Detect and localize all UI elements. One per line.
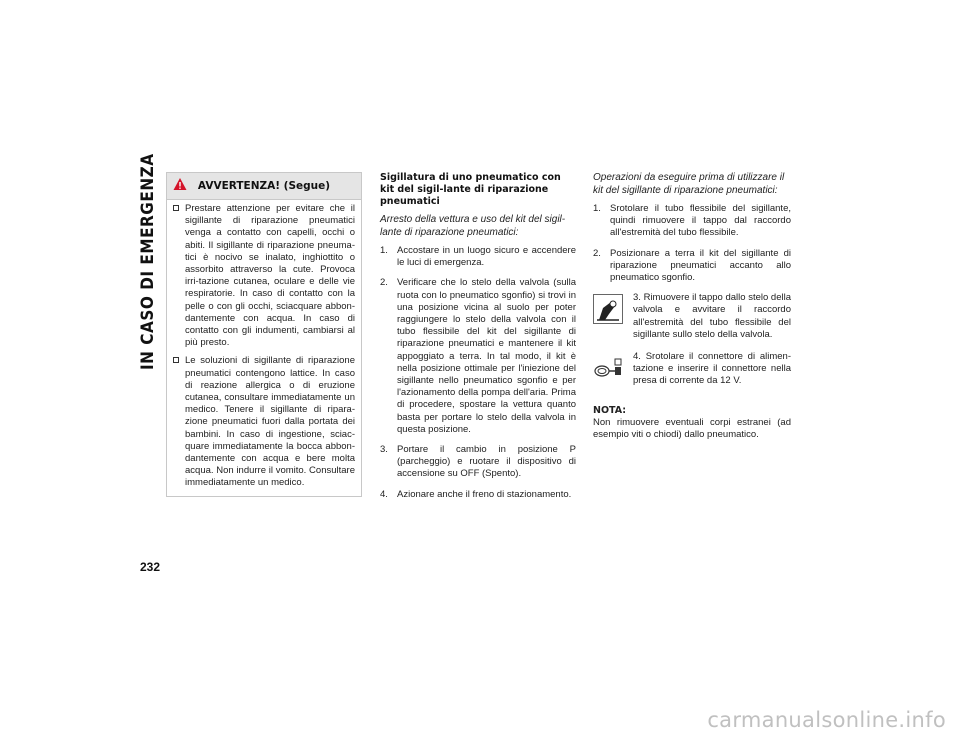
section-subheading: Arresto della vettura e uso del kit del sigil-lante di riparazione pneumatici: bbox=[380, 214, 566, 238]
middle-column bbox=[380, 172, 576, 509]
power-connector-icon bbox=[593, 353, 623, 383]
right-steps-list bbox=[593, 203, 791, 284]
middle-steps-list bbox=[380, 245, 576, 501]
warning-header bbox=[167, 173, 361, 200]
section-side-title: IN CASO DI EMERGENZA bbox=[138, 153, 158, 370]
list-item: 3. Portare il cambio in posizione P (parcheggio) e ruotare il dispositivo di accensione su OFF (Spento). bbox=[380, 444, 576, 480]
list-item: 1. Accostare in un luogo sicuro e accendere le luci di emergenza. bbox=[380, 245, 576, 269]
bullet-square-icon bbox=[173, 357, 179, 363]
image-step bbox=[593, 351, 791, 395]
warning-bullet-text: Le soluzioni di sigillante di riparazione pneumatici contengono lattice. In caso di reazione allergica o di eruzione cutanea, consultare immediatamente un medico. Tenere il sigillante di ripara-zione pneumatici fuori dalla portata dei bambini. In caso di ingestione, sciac-quare immediatamente la bocca abbon-dantemente con acqua e bere molta acqua. Non indurre il vomito. Consultare immediatamente un medico. bbox=[185, 355, 355, 489]
image-step-text: 4. Srotolare il connettore di alimen-tazione e inserire il connettore nella presa di corrente da 12 V. bbox=[633, 351, 791, 387]
warning-bullet bbox=[173, 203, 355, 349]
bullet-square-icon bbox=[173, 205, 179, 211]
warning-box bbox=[166, 172, 362, 497]
right-subheading: Operazioni da eseguire prima di utilizzare il kit del sigillante di riparazione pneumatici: bbox=[593, 172, 785, 196]
image-step bbox=[593, 292, 791, 341]
image-step-text: 3. Rimuovere il tappo dallo stelo della valvola e avvitare il raccordo all'estremità del tubo flessibile del sigillante sullo stelo della valvola. bbox=[633, 292, 791, 340]
watermark: carmanualsonline.info bbox=[707, 708, 946, 732]
note-text: Non rimuovere eventuali corpi estranei (ad esempio viti o chiodi) dallo pneumatico. bbox=[593, 417, 791, 441]
section-heading: Sigillatura di uno pneumatico con kit del sigil-lante di riparazione pneumatici bbox=[380, 172, 561, 207]
valve-cap-icon bbox=[593, 294, 623, 324]
warning-title: AVVERTENZA! (Segue) bbox=[197, 180, 331, 192]
page-number: 232 bbox=[140, 560, 161, 574]
warning-bullet-text: Prestare attenzione per evitare che il sigillante di riparazione pneumatici venga a contatto con capelli, occhi o abiti. Il sigillante di riparazione pneuma-tici è nocivo se inalato, inghiottito o assorbito attraverso la cute. Provoca irri-tazione cutanea, oculare e delle vie respiratorie. In caso di contatto con la pelle o con gli occhi, sciacquare abbon-dantemente con acqua. In caso di contatto con gli indumenti, cambiarsi al più presto. bbox=[185, 203, 355, 349]
note-label: NOTA: bbox=[593, 405, 627, 417]
right-column bbox=[593, 172, 791, 442]
list-item: 4. Azionare anche il freno di stazionamento. bbox=[380, 488, 572, 500]
list-item: 1. Srotolare il tubo flessibile del sigillante, quindi rimuovere il tappo dal raccordo all'estremità del tubo flessibile. bbox=[593, 203, 791, 239]
list-item: 2. Verificare che lo stelo della valvola (sulla ruota con lo pneumatico sgonfio) si trovi in una posizione vicina al suolo per poter raggiungere lo stelo della valvola con il tubo flessibile del kit del sigillante di riparazione pneumatici e mantenere il kit appoggiato a terra. In tal modo, il kit è nella posizione ottimale per l'iniezione del sigillante nello pneumatico sgonfio e per l'azionamento della pompa dell'aria. Prima di procedere, spostare la vettura quanto basta per portare lo stelo della valvola in questa posizione. bbox=[380, 277, 576, 435]
list-item: 2. Posizionare a terra il kit del sigillante di riparazione pneumatici accanto allo pneumatico sgonfio. bbox=[593, 247, 791, 284]
warning-bullet bbox=[173, 355, 355, 489]
